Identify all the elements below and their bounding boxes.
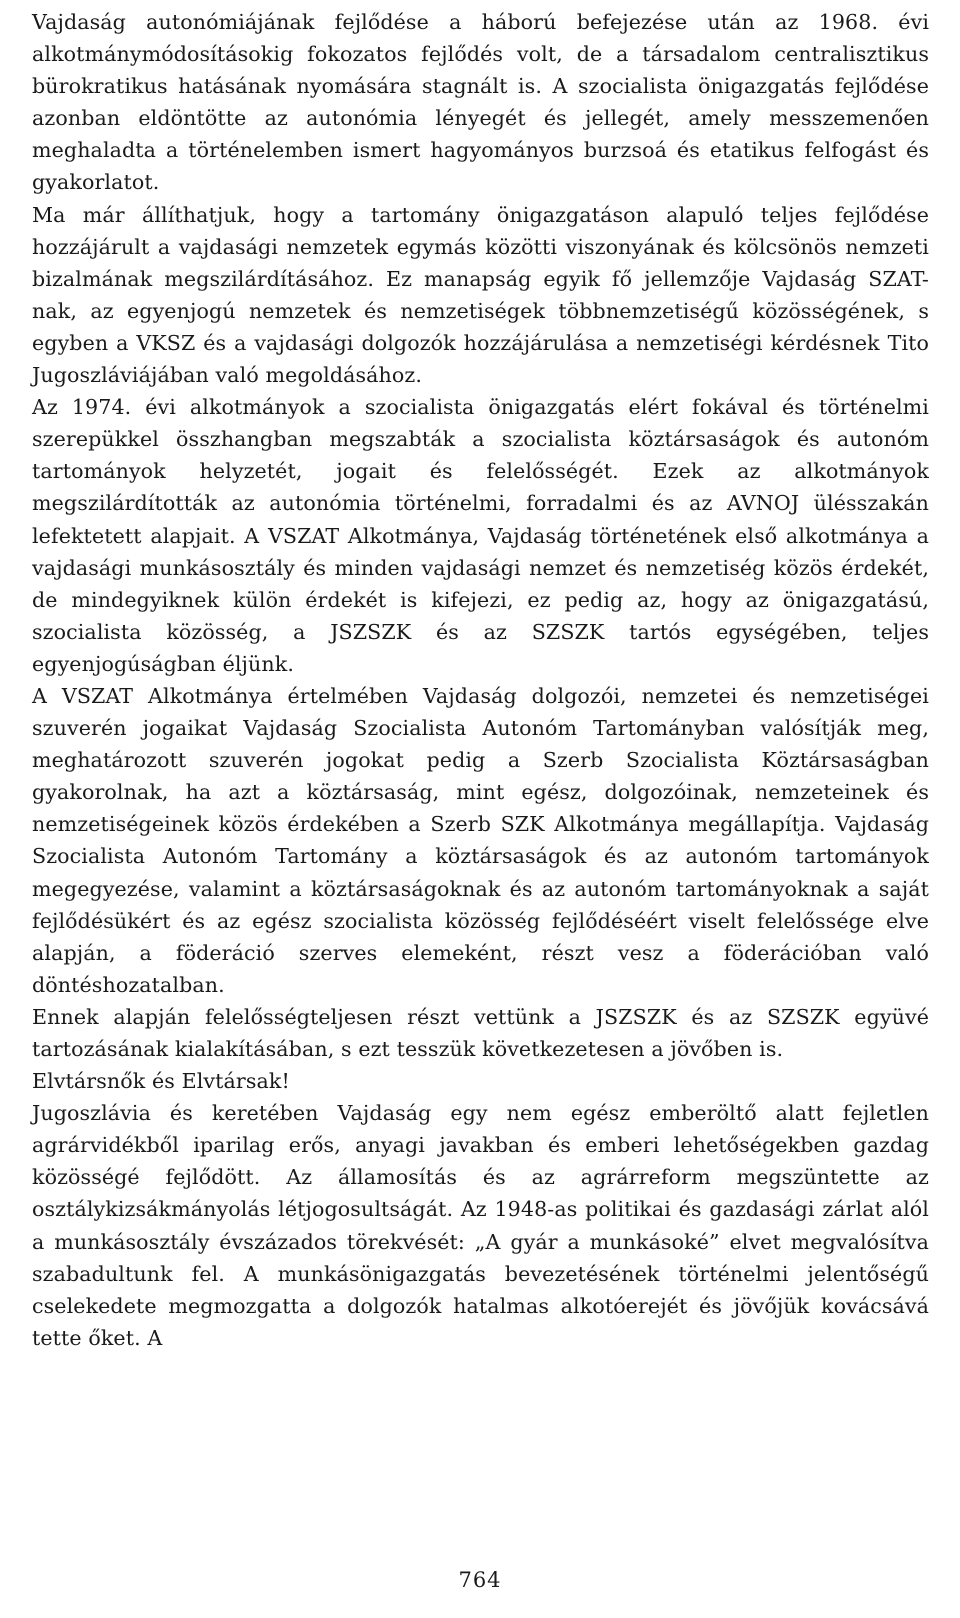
paragraph-province-self-management: Ma már állíthatjuk, hogy a tartomány önigazgatáson alapuló teljes fejlődése hozzájárult a vajdasági nemzetek egymás közötti viszonyának és kölcsönös nemzeti bizalmának megszilárdításához. Ez manapság egyik fő jellemzője Vajdaság SZAT-nak, az egyenjogú nemzetek és nemzetiségek többnemzetiségű közösségének, s egyben a VKSZ és a vajdasági dolgozók hozzájárulása a nemzetiségi kérdésnek Tito Jugoszláviájában való megoldásához. [32, 202, 929, 388]
paragraph-vszat-constitution: A VSZAT Alkotmánya értelmében Vajdaság dolgozói, nemzetei és nemzetiségei szuverén jogaikat Vajdaság Szocialista Autonóm Tartományban valósítják meg, meghatározott szuverén jogokat pedig a Szerb Szocialista Köztársaságban gyakorolnak, ha azt a köztársaság, mint egész, dolgozóinak, nemzeteinek és nemzetiségeinek közös érdekében a Szerb SZK Alkotmánya megállapítja. Vajdaság Szocialista Autonóm Tartomány a köztársaságok és az autonóm tartományok megegyezése, valamint a köztársaságoknak és az autonóm tartományoknak a saját fejlődésükért és az egész szocialista közösség fejlődéséért viselt felelőssége elve alapján, a föderáció szerves elemeként, részt vesz a föderációban való döntéshozatalban. [32, 683, 929, 997]
paragraph-1974-constitutions: Az 1974. évi alkotmányok a szocialista önigazgatás elért fokával és történelmi szerepükkel összhangban megszabták a szocialista köztársaságok és autonóm tartományok helyzetét, jogait és felelősségét. Ezek az alkotmányok megszilárdították az autonómia történelmi, forradalmi és az AVNOJ ülésszakán lefektetett alapjait. A VSZAT Alkotmánya, Vajdaság történetének első alkotmánya a vajdasági munkásosztály és minden vajdasági nemzet és nemzetiség közös érdekét, de mindegyiknek külön érdekét is kifejezi, ez pedig az, hogy az önigazgatású, szocialista közösség, a JSZSZK és az SZSZK tartós egységében, teljes egyenjogúságban éljünk. [32, 395, 929, 676]
paragraph-autonomy-development: Vajdaság autonómiájának fejlődése a háború befejezése után az 1968. évi alkotmánymódosításokig fokozatos fejlődés volt, de a társadalom centralisztikus bürokratikus hatásának nyomására stagnált is. A szocialista önigazgatás fejlődése azonban eldöntötte az autonómia lényegét és jellegét, amely messzemenően meghaladta a történelemben ismert hagyományos burzsoá és etatikus felfogást és gyakorlatot. [32, 10, 929, 195]
document-body [32, 6, 929, 1354]
paragraph-salutation: Elvtársnők és Elvtársak! [32, 1069, 290, 1094]
paragraph-yugoslavia-development: Jugoszlávia és keretében Vajdaság egy nem egész emberöltő alatt fejletlen agrárvidékből iparilag erős, anyagi javakban és emberi lehetőségekben gazdag közösségé fejlődött. Az államosítás és az agrárreform megszüntette az osztálykizsákmányolás létjogosultságát. Az 1948-as politikai és gazdasági zárlat alól a munkásosztály évszázados törekvését: „A gyár a munkásoké” elvet megvalósítva szabadultunk fel. A munkásönigazgatás bevezetésének történelmi jelentőségű cselekedete megmozgatta a dolgozók hatalmas alkotóerejét és jövőjük kovácsává tette őket. A [32, 1101, 929, 1350]
paragraph-responsibility: Ennek alapján felelősségteljesen részt vettünk a JSZSZK és az SZSZK együvé tartozásának kialakításában, s ezt tesszük következetesen a jövőben is. [32, 1004, 929, 1061]
page-number: 764 [458, 1568, 502, 1592]
